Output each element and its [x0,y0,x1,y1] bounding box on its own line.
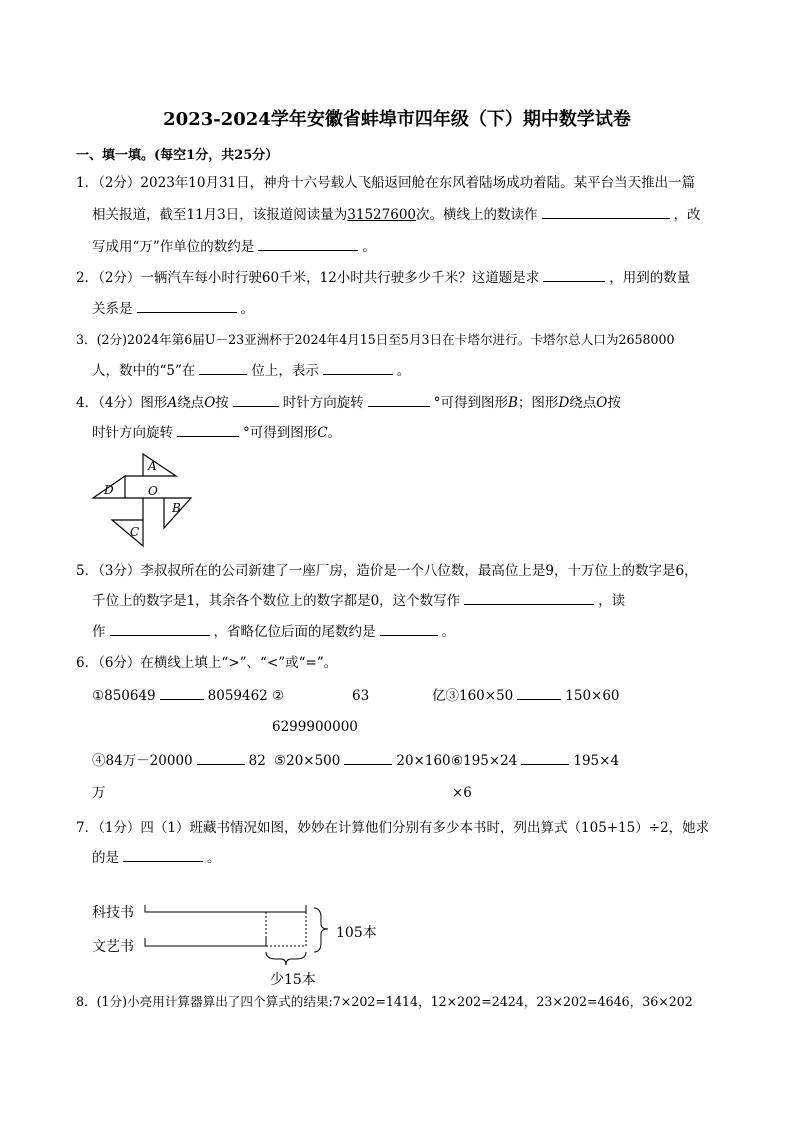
q5-text: 千位上的数字是1，其余各个数位上的数字都是0，这个数写作 [92,593,461,609]
q6-text: ⑥195×24 [451,753,518,769]
q4-text: ；图形 [517,395,559,411]
page-title: 2023-2024学年安徽省蚌埠市四年级（下）期中数学试卷 [163,109,631,130]
answer-blank[interactable] [199,360,247,375]
q1-text: 写成用“万”作单位的数约是 [92,239,255,255]
q8-line1: 8．(1分)小亮用计算器算出了四个算式的结果:7×202=1414，12×202=2424，23×202=4646，36×202 [76,994,693,1009]
q6-cell-4 [92,750,266,772]
q1-text: ，改 [673,207,701,223]
q1-line3 [92,236,376,258]
q2-line1 [76,267,690,289]
q4-text: 时针方向旋转 [92,425,173,441]
q4-text: °可得到图形 [433,395,509,411]
label-c: C [130,525,140,539]
q4-var-o: O [204,395,216,411]
answer-blank[interactable] [110,621,210,636]
q4-var-c: C [317,425,328,441]
q7-text: 。 [207,850,221,866]
q6-text: 150×60 [565,688,620,704]
answer-blank[interactable] [543,267,605,282]
answer-blank[interactable] [464,590,594,605]
q6-line1: 6．（6分）在横线上填上“>”、“<”或“=”。 [76,655,338,671]
q6-text: 8059462 [207,688,268,704]
answer-blank[interactable] [137,298,237,313]
q6-cell-6 [451,750,619,772]
answer-blank[interactable] [344,750,392,765]
q6-cell-6-tail: ×6 [452,785,472,801]
answer-blank[interactable] [380,621,438,636]
q6-text: ④84万－20000 [92,753,193,769]
answer-blank[interactable] [233,392,279,407]
label-o: O [148,484,158,498]
q6-text: 195×4 [573,753,620,769]
difference-brace [266,952,306,965]
q1-line1: 1．（2分）2023年10月31日，神舟十六号载人飞船返回舱在东风着陆场成功着陆。某平台当天推出一篇 [76,175,696,191]
q5-text: 作 [92,624,106,640]
answer-blank[interactable] [258,236,358,251]
q6-cell-3 [432,685,620,707]
q3-text: 。 [396,363,411,379]
q4-text: 按 [607,395,621,411]
q6-text: ①850649 [92,688,156,704]
q7-text: 的是 [92,850,119,866]
q5-text: 。 [441,624,455,640]
answer-blank[interactable] [197,750,245,765]
q2-text: 关系是 [92,301,133,317]
label-b: B [172,501,181,515]
q4-text: °可得到图形 [243,425,318,441]
q1-text: 。 [362,239,376,255]
q6-text: ⑤20×500 [274,753,341,769]
q7-line1: 7．（1分）四（1）班藏书情况如图，妙妙在计算他们分别有多少本书时，列出算式（105+15）÷2，她求 [76,820,710,836]
q4-line2 [92,422,341,444]
answer-blank[interactable] [521,750,569,765]
rotation-figure [90,452,200,552]
q3-line2 [92,360,410,382]
q1-text: 次。横线上的数读作 [416,207,538,223]
q4-text: 4．（4分）图形 [76,395,168,411]
q1-text: 相关报道，截至11月3日，该报道阅读量为 [92,207,348,223]
science-bar [145,905,306,912]
total-label: 105本 [336,925,377,941]
q3-text: 人，数中的“5”在 [92,363,196,379]
section-heading: 一、填一填。(每空1分，共25分） [76,148,279,163]
q3-line1: 3．(2分)2024年第6届U－23亚洲杯于2024年4月15日至5月3日在卡塔尔进行。卡塔尔总人口为2658000 [76,332,675,347]
answer-blank[interactable] [542,204,670,219]
q5-line2 [92,590,625,612]
q6-text: 82 [248,753,266,769]
q6-cell-2-value: 63 [352,688,370,704]
total-brace [314,908,328,952]
q2-text: ，用到的数量 [609,270,691,286]
q5-text: ，省略亿位后面的尾数约是 [213,624,376,640]
q4-text: 时针方向旋转 [282,395,364,411]
q4-var-b: B [508,395,518,411]
q4-var-o: O [596,395,608,411]
q2-line2 [92,298,254,320]
q1-number: 31527600 [347,207,416,223]
q4-var-d: D [558,395,570,411]
q6-cell-4-unit: 万 [92,785,106,801]
answer-blank[interactable] [368,392,430,407]
q6-text: 亿 [432,688,446,704]
difference-label: 少15本 [270,972,316,988]
q4-text: 按 [215,395,229,411]
answer-blank[interactable] [123,847,203,862]
q6-cell-1 [92,685,268,707]
literature-bar [145,938,266,946]
q4-text: 绕点 [177,395,205,411]
q2-text: 2．（2分）一辆汽车每小时行驶60千米，12小时共行驶多少千米？这道题是求 [76,270,540,286]
q4-text: 。 [327,425,342,441]
q6-cell-2-mark: ② [272,688,285,704]
line-segment-diagram [88,896,398,996]
q2-text: 。 [240,301,254,317]
q4-var-a: A [167,395,178,411]
answer-blank[interactable] [177,422,239,437]
label-d: D [104,483,114,497]
q3-text: 位上，表示 [251,363,319,379]
q4-line1 [76,392,621,414]
q6-text: ③160×50 [445,688,514,704]
q6-text: 20×160 [396,753,451,769]
answer-blank[interactable] [517,685,561,700]
label-a: A [148,459,157,473]
q4-text: 绕点 [569,395,597,411]
q1-line2 [92,204,701,226]
answer-blank[interactable] [323,360,393,375]
q5-line3 [92,621,455,643]
label-science-books: 科技书 [92,905,134,921]
q6-cell-2-number: 6299900000 [272,719,358,735]
q5-text: ，读 [598,593,626,609]
q5-line1: 5．（3分）李叔叔所在的公司新建了一座厂房，造价是一个八位数，最高位上是9，十万位上的数字是6， [76,563,698,579]
answer-blank[interactable] [160,685,204,700]
q7-line2 [92,847,221,869]
label-literature-books: 文艺书 [92,939,134,955]
q6-cell-5 [274,750,451,772]
